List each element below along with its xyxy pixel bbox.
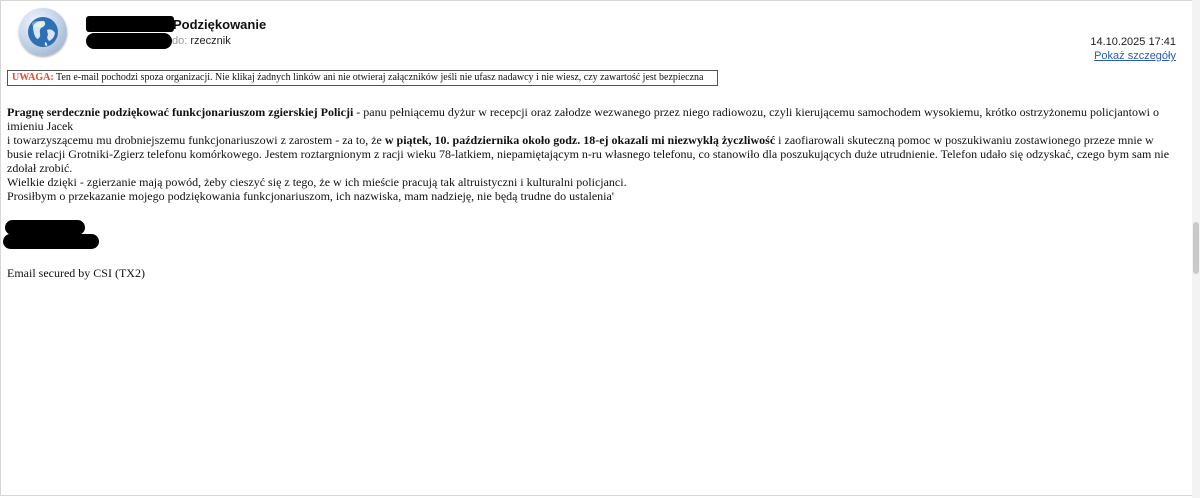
message-body: [7, 105, 1182, 203]
security-footer: Email secured by CSI (TX2): [7, 266, 145, 280]
redacted-signature-line-1: [5, 220, 85, 235]
warning-label: UWAGA:: [12, 72, 54, 83]
body-text-2a: i towarzyszącemu mu drobniejszemu funkcjonariuszowi z zarostem - za to, że: [7, 133, 385, 147]
email-date: 14.10.2025 17:41: [1090, 36, 1176, 48]
redacted-sender-name: [86, 16, 174, 32]
recipient-name: rzecznik: [190, 35, 231, 47]
body-text-1: - panu pełniącemu dyżur w recepcji oraz załodze wezwanego przez niego radiowozu, czyli kierującemu samochodem wysokiemu, krótko ostrzyżonemu policjantowi o imieniu Jacek: [7, 105, 1159, 133]
redacted-sender-address: [86, 33, 172, 49]
scrollbar-thumb[interactable]: [1193, 222, 1199, 274]
show-details-link[interactable]: Pokaż szczegóły: [1094, 50, 1176, 62]
body-paragraph-1: [7, 105, 1182, 133]
body-text-2b: i zaofiarowali skuteczną pomoc w poszukiwaniu zostawionego przeze mnie w busie relacji Grotniki-Zgierz telefonu komórkowego. Jestem roztargnionym z racji wieku 78-latkiem, niepamiętającym n-ru własnego telefonu, co stanowiło dla poszukujących duże utrudnienie. Telefon udało się odzyskać, czego bym sam nie zdołał zrobić.: [7, 133, 1170, 175]
body-bold-thanks: Pragnę serdecznie podziękować funkcjonariuszom zgierskiej Policji: [7, 105, 354, 119]
warning-text: Ten e-mail pochodzi spoza organizacji. Nie klikaj żadnych linków ani nie otwieraj załączników jeśli nie ufasz nadawcy i nie wiesz, czy zawartość jest bezpieczna: [56, 72, 704, 83]
recipient-prefix: do:: [172, 35, 188, 47]
vertical-scrollbar[interactable]: [1192, 0, 1200, 498]
recipient-line: [172, 35, 231, 47]
external-email-warning: [7, 70, 718, 86]
body-paragraph-2: [7, 133, 1182, 175]
body-paragraph-4: Prosiłbym o przekazanie mojego podziękowania funkcjonariuszom, ich nazwiska, mam nadzieję, nie będą trudne do ustalenia': [7, 189, 614, 203]
email-subject: Podziękowanie: [173, 17, 267, 32]
redacted-signature-line-2: [3, 234, 99, 249]
body-paragraph-3: Wielkie dzięki - zgierzanie mają powód, żeby cieszyć się z tego, że w ich mieście pracują tak altruistyczni i kulturalni policjanci.: [7, 175, 627, 189]
globe-icon: [19, 8, 67, 56]
body-bold-date: w piątek, 10. października około godz. 18-ej okazali mi niezwykłą życzliwość: [384, 133, 776, 147]
